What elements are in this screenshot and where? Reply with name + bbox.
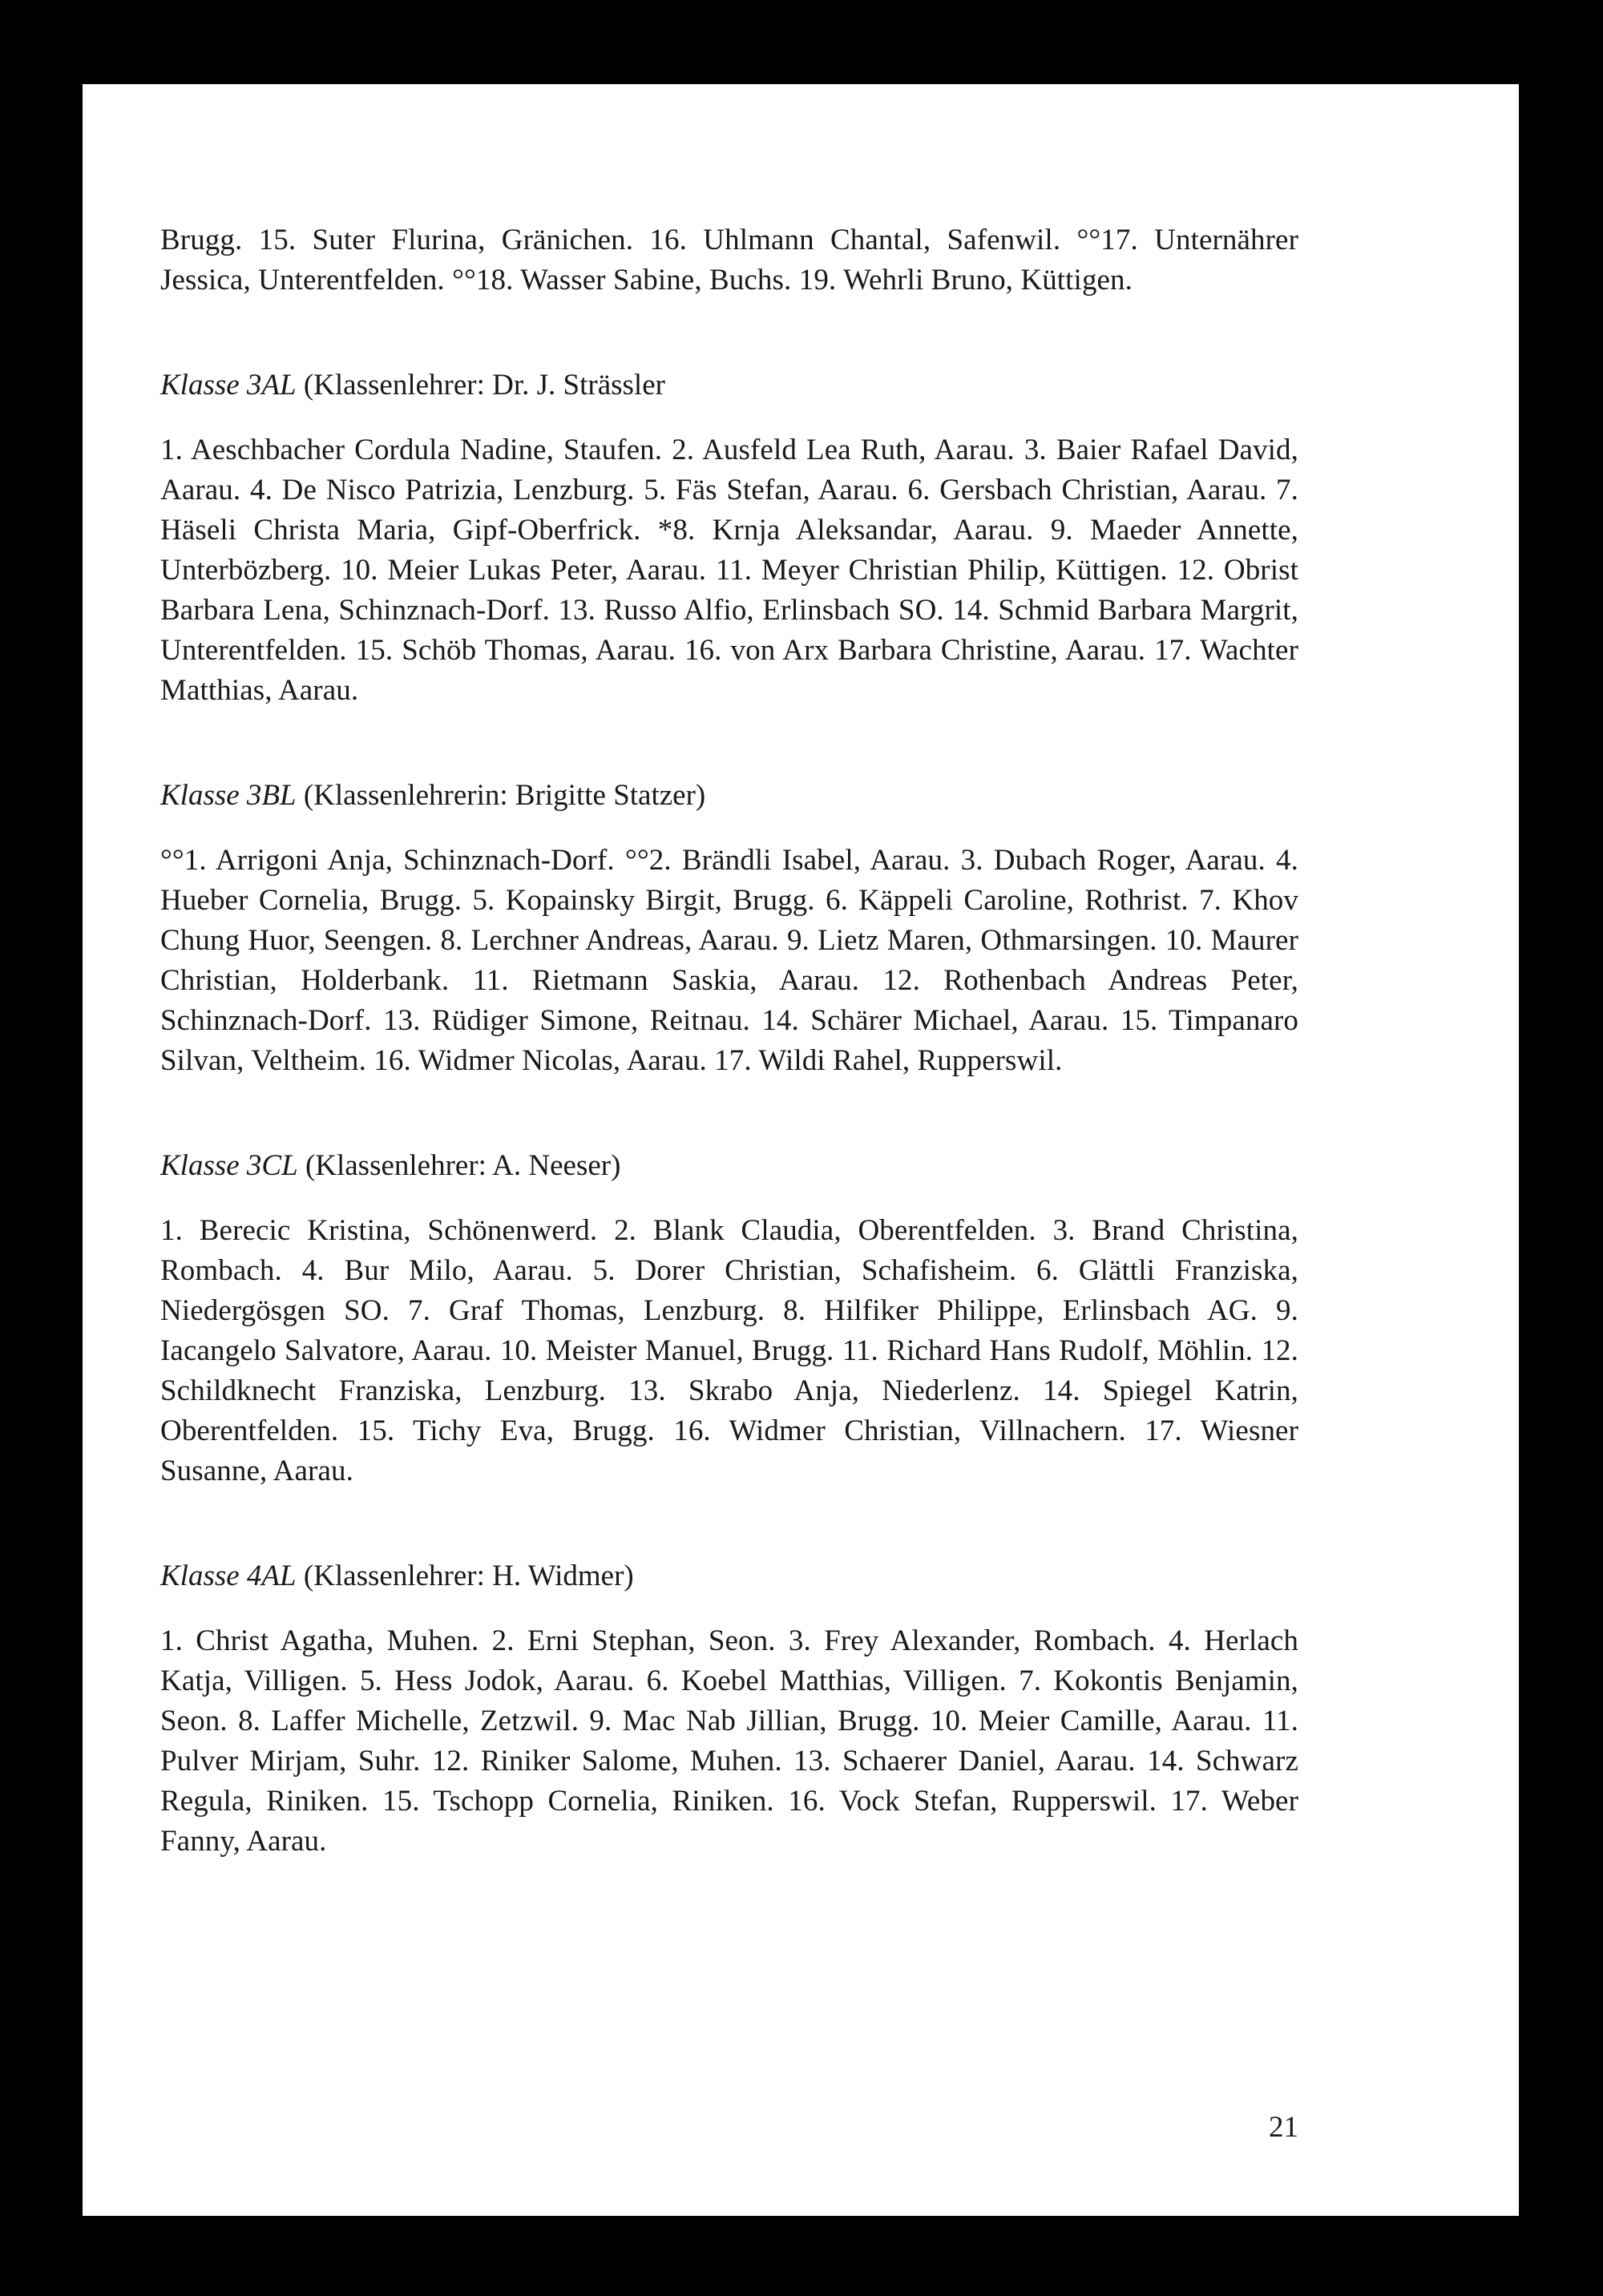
class-label: Klasse 4AL — [160, 1560, 297, 1592]
page-content — [160, 220, 1298, 1862]
student-list: 1. Berecic Kristina, Schönenwerd. 2. Blank Claudia, Oberentfelden. 3. Brand Christina, Rombach. 4. Bur Milo, Aarau. 5. Dorer Christian, Schafisheim. 6. Glättli Franziska, Niedergösgen SO. 7. Graf Thomas, Lenzburg. 8. Hilfiker Philippe, Erlinsbach AG. 9. Iacangelo Salvatore, Aarau. 10. Meister Manuel, Brugg. 11. Richard Hans Rudolf, Möhlin. 12. Schildknecht Franziska, Lenzburg. 13. Skrabo Anja, Niederlenz. 14. Spiegel Katrin, Oberentfelden. 15. Tichy Eva, Brugg. 16. Widmer Christian, Villnachern. 17. Wiesner Susanne, Aarau. — [160, 1214, 1298, 1487]
section-heading — [160, 1556, 1298, 1596]
section-heading — [160, 365, 1298, 406]
teacher-info: (Klassenlehrer: H. Widmer) — [303, 1560, 634, 1592]
section-3bl — [160, 776, 1298, 1081]
class-label: Klasse 3AL — [160, 369, 297, 401]
section-heading — [160, 1146, 1298, 1186]
student-list: °°1. Arrigoni Anja, Schinznach-Dorf. °°2. Brändli Isabel, Aarau. 3. Dubach Roger, Aarau. 4. Hueber Cornelia, Brugg. 5. Kopainsky Birgit, Brugg. 6. Käppeli Caroline, Rothrist. 7. Khov Chung Huor, Seengen. 8. Lerchner Andreas, Aarau. 9. Lietz Maren, Othmarsingen. 10. Maurer Christian, Holderbank. 11. Rietmann Saskia, Aarau. 12. Rothenbach Andreas Peter, Schinznach-Dorf. 13. Rüdiger Simone, Reitnau. 14. Schärer Michael, Aarau. 15. Timpanaro Silvan, Veltheim. 16. Widmer Nicolas, Aarau. 17. Wildi Rahel, Rupperswil. — [160, 844, 1298, 1077]
intro-paragraph: Brugg. 15. Suter Flurina, Gränichen. 16. Uhlmann Chantal, Safenwil. °°17. Unternährer Jessica, Unterentfelden. °°18. Wasser Sabine, Buchs. 19. Wehrli Bruno, Küttigen. — [160, 224, 1298, 297]
teacher-info: (Klassenlehrer: Dr. J. Strässler — [303, 369, 665, 401]
class-label: Klasse 3CL — [160, 1149, 298, 1182]
section-heading — [160, 776, 1298, 816]
section-4al — [160, 1556, 1298, 1862]
section-3cl — [160, 1146, 1298, 1491]
document-page — [83, 84, 1519, 2216]
page-number: 21 — [1269, 2111, 1298, 2144]
teacher-info: (Klassenlehrerin: Brigitte Statzer) — [303, 779, 706, 812]
student-list: 1. Christ Agatha, Muhen. 2. Erni Stephan, Seon. 3. Frey Alexander, Rombach. 4. Herlach Katja, Villigen. 5. Hess Jodok, Aarau. 6. Koebel Matthias, Villigen. 7. Kokontis Benjamin, Seon. 8. Laffer Michelle, Zetzwil. 9. Mac Nab Jillian, Brugg. 10. Meier Camille, Aarau. 11. Pulver Mirjam, Suhr. 12. Riniker Salome, Muhen. 13. Schaerer Daniel, Aarau. 14. Schwarz Regula, Riniken. 15. Tschopp Cornelia, Riniken. 16. Vock Stefan, Rupperswil. 17. Weber Fanny, Aarau. — [160, 1624, 1298, 1858]
student-list: 1. Aeschbacher Cordula Nadine, Staufen. 2. Ausfeld Lea Ruth, Aarau. 3. Baier Rafael David, Aarau. 4. De Nisco Patrizia, Lenzburg. 5. Fäs Stefan, Aarau. 6. Gersbach Christian, Aarau. 7. Häseli Christa Maria, Gipf-Oberfrick. *8. Krnja Aleksandar, Aarau. 9. Maeder Annette, Unterbözberg. 10. Meier Lukas Peter, Aarau. 11. Meyer Christian Philip, Küttigen. 12. Obrist Barbara Lena, Schinznach-Dorf. 13. Russo Alfio, Erlinsbach SO. 14. Schmid Barbara Margrit, Unterentfelden. 15. Schöb Thomas, Aarau. 16. von Arx Barbara Christine, Aarau. 17. Wachter Matthias, Aarau. — [160, 434, 1298, 707]
teacher-info: (Klassenlehrer: A. Neeser) — [305, 1149, 621, 1182]
class-label: Klasse 3BL — [160, 779, 297, 812]
section-3al — [160, 365, 1298, 711]
